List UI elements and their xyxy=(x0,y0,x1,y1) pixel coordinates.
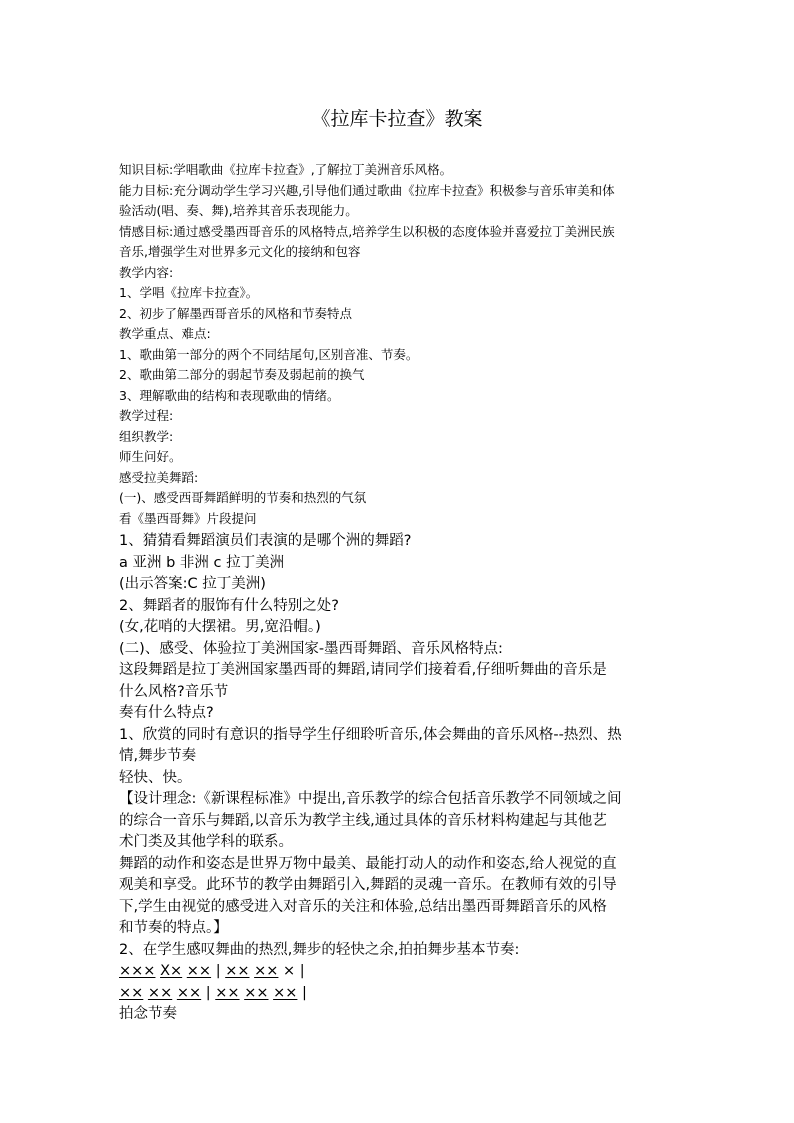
rhythm-note: ×× xyxy=(225,963,250,979)
text-line: 和节奏的特点。】 xyxy=(119,920,228,936)
text-line: (出示答案:C 拉丁美洲) xyxy=(119,576,266,592)
rhythm-note: ×× xyxy=(244,984,269,1001)
text-line: (女,花哨的大摆裙。男,宽沿帽。) xyxy=(119,619,321,635)
text-line: 2、在学生感叹舞曲的热烈,舞步的轻快之余,拍拍舞步基本节奏: xyxy=(119,941,520,958)
barline: | xyxy=(205,984,211,1001)
text-line: 3、理解歌曲的结构和表现歌曲的情绪。 xyxy=(119,387,340,403)
text-line: 1、猜猜看舞蹈演员们表演的是哪个洲的舞蹈? xyxy=(119,533,412,549)
text-line: 轻快、快。 xyxy=(119,769,192,786)
text-line: 教学内容: xyxy=(119,264,174,280)
rhythm-note: ××× xyxy=(119,963,156,979)
rhythm-note: ×× xyxy=(119,984,144,1001)
text-line: 2、初步了解墨西哥音乐的风格和节奏特点 xyxy=(119,305,352,321)
text-line: 情,舞步节奏 xyxy=(119,748,197,764)
text-line: 2、歌曲第二部分的弱起节奏及弱起前的换气 xyxy=(119,367,365,382)
rhythm-note: × xyxy=(283,963,296,979)
text-line: 看《墨西哥舞》片段提问 xyxy=(119,510,257,526)
text-line: 知识目标:学唱歌曲《拉库卡拉查》,了解拉丁美洲音乐风格。 xyxy=(119,162,453,177)
text-line: 【设计理念:《新课程标准》中提出,音乐教学的综合包括音乐教学不同领域之间 xyxy=(119,791,622,807)
barline: | xyxy=(302,984,307,1001)
text-line: 情感目标:通过感受墨西哥音乐的风格特点,培养学生以积极的态度体验并喜爱拉丁美洲民族 xyxy=(119,223,615,239)
rhythm-note: ×× xyxy=(176,984,202,1001)
rhythm-note: ×× xyxy=(273,984,298,1001)
text-line: 的综合一音乐与舞蹈,以音乐为教学主线,通过具体的音乐材料构建起与其他艺 xyxy=(119,812,607,829)
text-line: 1、学唱《拉库卡拉查》。 xyxy=(119,285,259,300)
text-line: 组织教学: xyxy=(119,428,174,444)
text-line: 观美和享受。此环节的教学由舞蹈引入,舞蹈的灵魂一音乐。在教师有效的引导 xyxy=(119,877,617,893)
text-line: 教学过程: xyxy=(119,408,174,423)
teaching-process-section xyxy=(119,531,679,1026)
document-body xyxy=(119,160,679,1026)
document-title: 《拉库卡拉查》教案 xyxy=(311,108,483,130)
text-line: 验活动(唱、奏、舞),培养其音乐表现能力。 xyxy=(119,203,358,218)
text-line: 能力目标:充分调动学生学习兴趣,引导他们通过歌曲《拉库卡拉查》积极参与音乐审美和体 xyxy=(119,182,615,198)
barline: | xyxy=(215,963,221,979)
rhythm-note: X× xyxy=(160,963,183,979)
rhythm-note: ×× xyxy=(254,963,279,979)
text-line: 这段舞蹈是拉丁美洲国家墨西哥的舞蹈,请同学们接着看,仔细听舞曲的音乐是 xyxy=(119,662,607,678)
text-line: 2、舞蹈者的服饰有什么特别之处? xyxy=(119,597,339,614)
text-line: 术门类及其他学科的联系。 xyxy=(119,834,293,850)
rhythm-row-1 xyxy=(119,961,679,983)
text-line: 舞蹈的动作和姿态是世界万物中最美、最能打动人的动作和姿态,给人视觉的直 xyxy=(119,855,617,872)
rhythm-row-2 xyxy=(119,983,679,1005)
text-line: 师生问好。 xyxy=(119,449,182,464)
text-line: 1、歌曲第一部分的两个不同结尾句,区别音准、节奏。 xyxy=(119,346,419,362)
text-line: 感受拉美舞蹈: xyxy=(119,469,199,485)
text-line: 什么风格?音乐节 xyxy=(119,683,229,700)
text-line: (二)、感受、体验拉丁美洲国家-墨西哥舞蹈、音乐风格特点: xyxy=(119,640,503,657)
text-line: 音乐,增强学生对世界多元文化的接纳和包容 xyxy=(119,244,361,259)
text-line: 下,学生由视觉的感受进入对音乐的关注和体验,总结出墨西哥舞蹈音乐的风格 xyxy=(119,898,607,915)
text-line: (一)、感受西哥舞蹈鲜明的节奏和热烈的气氛 xyxy=(119,490,367,505)
rhythm-note: ×× xyxy=(147,984,173,1001)
rhythm-note: ×× xyxy=(215,984,240,1001)
text-line: a 亚洲 b 非洲 c 拉丁美洲 xyxy=(119,554,285,571)
text-line: 1、欣赏的同时有意识的指导学生仔细聆听音乐,体会舞曲的音乐风格--热烈、热 xyxy=(119,726,622,743)
objectives-section xyxy=(119,160,679,529)
text-line: 拍念节奏 xyxy=(119,1006,177,1022)
rhythm-note: ×× xyxy=(186,963,212,979)
text-line: 奏有什么特点? xyxy=(119,705,214,721)
barline: | xyxy=(299,963,305,979)
text-line: 教学重点、难点: xyxy=(119,326,211,341)
